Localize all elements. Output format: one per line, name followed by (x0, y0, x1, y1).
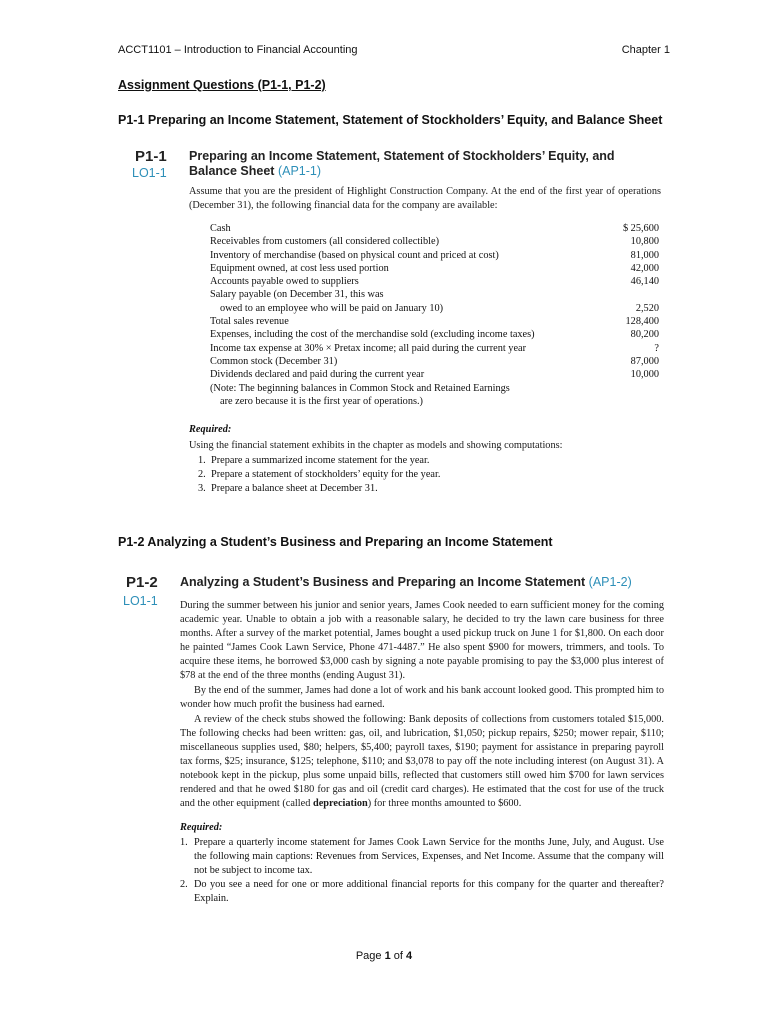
financial-item-amount: 80,200 (630, 329, 659, 341)
financial-item-label: Receivables from customers (all considered collectible) (210, 236, 440, 248)
learning-objective: LO1-1 (123, 594, 158, 608)
required-item-number: 1. (180, 837, 188, 848)
learning-objective: LO1-1 (132, 166, 167, 180)
page-word: Page (355, 950, 382, 962)
required-item-number: 2. (198, 469, 206, 480)
financial-data-row (210, 288, 662, 301)
financial-item-label: are zero because it is the first year of operations.) (220, 395, 423, 407)
required-item-text: Do you see a need for one or more additional financial reports for this company for the quarter and thereafter? Explain. (194, 879, 664, 904)
depreciation-term: depreciation (312, 798, 368, 809)
assignment-title: Assignment Questions (P1-1, P1-2) (118, 78, 326, 92)
financial-data-row (210, 222, 662, 235)
problem-code: (AP1-1) (277, 164, 322, 178)
financial-item-amount: 2,520 (635, 302, 659, 314)
financial-item-amount: 42,000 (630, 262, 659, 274)
financial-item-label: Equipment owned, at cost less used portion (210, 262, 389, 274)
financial-data-row (210, 235, 662, 248)
required-item-text: Prepare a summarized income statement for the year. (211, 455, 430, 466)
page-header (118, 44, 670, 62)
financial-item-amount: 87,000 (630, 355, 659, 367)
problem-paragraph-1: During the summer between his junior and senior years, James Cook needed to earn sufficient money for the coming academic year. Unable to obtain a job with a reasonable salary, he decided to try the lawn care business for three months. After a survey of the market potential, James bought a used pickup truck on June 1 for $1,800. On each door he painted “James Cook Lawn Service, Phone 471-4487.” He also spent $900 for mowers, trimmers, and tools. To acquire these items, he borrowed $3,000 cash by signing a note payable promising to pay the $3,000 plus interest of $78 at the end of the three months (ending August 31). (180, 600, 664, 681)
problem-p1-1 (132, 148, 662, 503)
required-item-number: 1. (198, 455, 206, 466)
financial-data-row (210, 328, 662, 341)
required-item-text: Prepare a statement of stockholders’ equity for the year. (211, 469, 441, 480)
p12-section-heading: P1-2 Analyzing a Student’s Business and Preparing an Income Statement (118, 535, 553, 549)
required-item-text: Prepare a balance sheet at December 31. (211, 483, 378, 494)
required-item (198, 482, 658, 496)
required-item (198, 468, 658, 482)
of-word: of (393, 950, 403, 962)
problem-title (180, 575, 660, 590)
course-title: ACCT1101 – Introduction to Financial Accounting (118, 44, 358, 56)
financial-item-amount: 10,000 (630, 369, 659, 381)
financial-item-label: Total sales revenue (210, 316, 289, 328)
financial-item-label: Inventory of merchandise (based on physical count and priced at cost) (210, 249, 499, 261)
problem-intro: Assume that you are the president of Highlight Construction Company. At the end of the first year of operations (December 31), the following financial data for the company are available: (189, 186, 661, 211)
financial-item-label: Accounts payable owed to suppliers (210, 276, 359, 288)
financial-item-label: Expenses, including the cost of the merchandise sold (excluding income taxes) (210, 329, 535, 341)
financial-item-label: (Note: The beginning balances in Common Stock and Retained Earnings (210, 382, 510, 394)
financial-item-label: Common stock (December 31) (210, 355, 338, 367)
problem-p1-2 (120, 574, 665, 914)
problem-title-text: Analyzing a Student’s Business and Preparing an Income Statement (180, 575, 586, 589)
chapter-label: Chapter 1 (621, 44, 670, 56)
financial-item-label: Cash (210, 223, 231, 234)
paragraph-3-text-a: A review of the check stubs showed the following: Bank deposits of collections from customers totaled $15,000. The following checks had been written: gas, oil, and lubrication, $1,050; pickup repairs, $250; mower repair, $110; miscellaneous supplies used, $80; helpers, $5,400; payroll taxes, $190; payment for assistance in preparing payroll tax forms, $25; insurance, $125; telephone, $110; and $3,078 to pay off the note including interest (on August 31). A notebook kept in the pickup, plus some unpaid bills, reflected that customers still owed him $700 for lawn services rendered and that he owed $180 for gas and oil (credit card charges). He estimated that the cost for use of the truck and the other equipment (called (180, 714, 664, 809)
required-item (180, 836, 664, 878)
financial-data-row (210, 342, 662, 355)
problem-number: P1-2 (126, 574, 158, 591)
required-item-number: 3. (198, 483, 206, 494)
financial-item-label: Income tax expense at 30% × Pretax income; all paid during the current year (210, 342, 527, 354)
financial-data-row (210, 315, 662, 328)
financial-data-row (210, 382, 662, 395)
financial-data-list (210, 222, 662, 408)
financial-data-row (210, 262, 662, 275)
p11-section-heading: P1-1 Preparing an Income Statement, Statement of Stockholders’ Equity, and Balance Sheet (118, 113, 663, 127)
required-list (198, 454, 658, 496)
financial-data-row (210, 395, 662, 408)
problem-paragraph-2: By the end of the summer, James had done a lot of work and his bank account looked good. This prompted him to wonder how much profit the business had earned. (180, 685, 664, 710)
financial-data-row (210, 302, 662, 315)
required-item-number: 2. (180, 879, 188, 890)
problem-code: (AP1-2) (588, 575, 632, 589)
page-total: 4 (406, 950, 413, 962)
page-footer (0, 950, 768, 962)
financial-data-row (210, 355, 662, 368)
required-label: Required: (189, 424, 232, 435)
problem-title-text: Preparing an Income Statement, Statement of Stockholders’ Equity, and Balance Sheet (189, 149, 615, 178)
financial-item-amount: 81,000 (630, 249, 659, 261)
required-item (180, 878, 664, 906)
financial-item-amount: ? (654, 342, 659, 354)
required-list (180, 836, 664, 906)
problem-paragraph-3 (180, 713, 664, 811)
financial-item-amount: $ 25,600 (622, 223, 659, 234)
required-item (198, 454, 658, 468)
required-text: Using the financial statement exhibits in the chapter as models and showing computations: (189, 440, 563, 451)
financial-data-row (210, 249, 662, 262)
required-label: Required: (180, 822, 223, 833)
financial-data-row (210, 275, 662, 288)
problem-title (189, 149, 659, 179)
financial-data-row (210, 368, 662, 381)
page-number: 1 (384, 950, 391, 962)
financial-item-amount: 46,140 (630, 276, 659, 288)
financial-item-label: owed to an employee who will be paid on January 10) (220, 302, 444, 314)
financial-item-amount: 128,400 (625, 316, 659, 328)
required-item-text: Prepare a quarterly income statement for James Cook Lawn Service for the months June, July, and August. Use the following main captions: Revenues from Services, Expenses, and Net Income. Assume that the company will not be subject to income tax. (194, 837, 664, 876)
problem-number: P1-1 (135, 148, 167, 165)
paragraph-3-text-b: ) for three months amounted to $600. (367, 798, 522, 809)
financial-item-label: Dividends declared and paid during the current year (210, 369, 425, 381)
financial-item-amount: 10,800 (630, 236, 659, 248)
financial-item-label: Salary payable (on December 31, this was (210, 289, 384, 301)
